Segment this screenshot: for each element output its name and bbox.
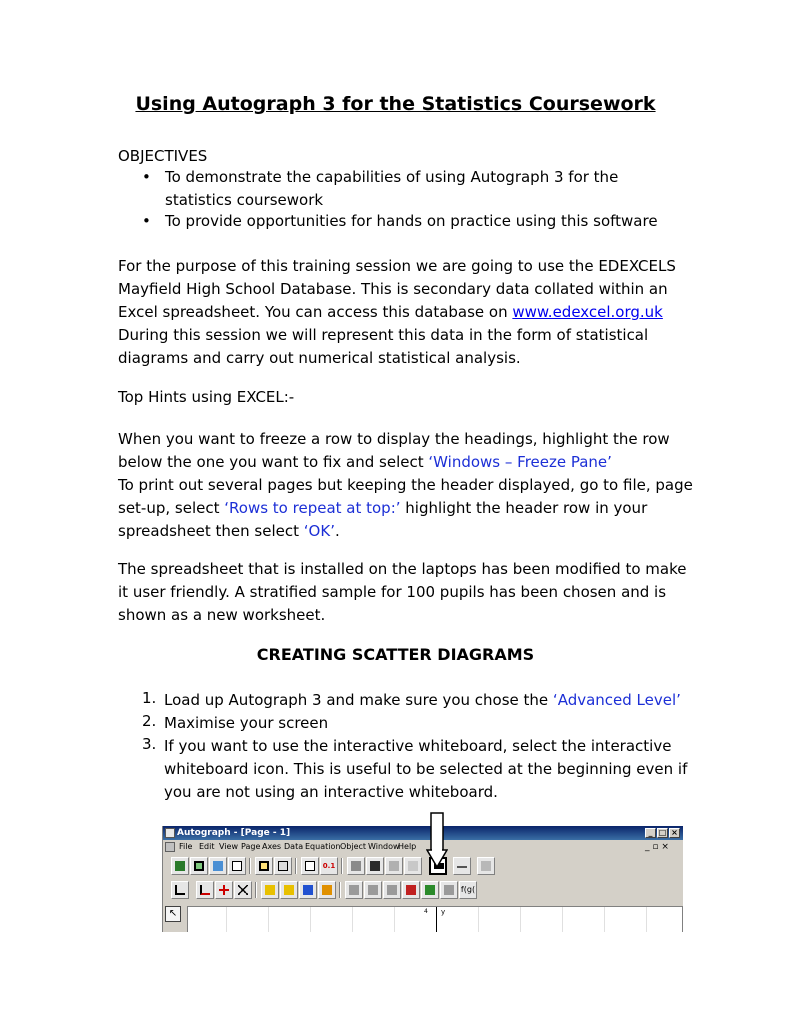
- step-3-line-1: If you want to use the interactive whiteboard, select the interactive: [164, 737, 672, 755]
- graph-icon[interactable]: [209, 857, 227, 875]
- brackets-icon[interactable]: [318, 881, 336, 899]
- grid-line: [352, 907, 353, 932]
- window-titlebar: [163, 826, 683, 840]
- intro-line-5: diagrams and carry out numerical statistical analysis.: [118, 349, 521, 367]
- transform-icon[interactable]: [345, 881, 363, 899]
- brush-icon[interactable]: [440, 881, 458, 899]
- menu-window[interactable]: Window: [368, 842, 400, 851]
- edexcel-link[interactable]: www.edexcel.org.uk: [512, 303, 663, 321]
- crosshair-icon[interactable]: [215, 881, 233, 899]
- document-icon: [165, 842, 175, 852]
- axes-icon[interactable]: [171, 881, 189, 899]
- toolbar-row-1: [163, 854, 683, 878]
- grid-line: [226, 907, 227, 932]
- hint-1-text: below the one you want to fix and select: [118, 453, 429, 471]
- spreadsheet-line-2: it user friendly. A stratified sample for 100 pupils has been chosen and is: [118, 583, 667, 601]
- toolbar-separator: [295, 858, 297, 874]
- intro-line-3: [118, 301, 663, 324]
- text-box-icon[interactable]: [366, 857, 384, 875]
- grid-line: [478, 907, 479, 932]
- toolbar-separator: [339, 882, 341, 898]
- grid-line: [268, 907, 269, 932]
- menu-help[interactable]: Help: [398, 842, 417, 851]
- page-title: Using Autograph 3 for the Statistics Coursework: [135, 93, 656, 115]
- advanced-level-label: ‘Advanced Level’: [552, 691, 681, 709]
- lightning-icon[interactable]: [404, 857, 422, 875]
- shear-icon[interactable]: [421, 881, 439, 899]
- point-icon[interactable]: [301, 857, 319, 875]
- spreadsheet-line-1: The spreadsheet that is installed on the laptops has been modified to make: [118, 560, 687, 578]
- bullet-symbol: •: [142, 212, 151, 230]
- menu-page[interactable]: Page: [241, 842, 261, 851]
- add-object-icon[interactable]: [280, 881, 298, 899]
- menu-axes[interactable]: Axes: [262, 842, 282, 851]
- pen-icon[interactable]: [477, 857, 495, 875]
- pointer-arrow-icon: [426, 812, 448, 868]
- objective-1-line-1: To demonstrate the capabilities of using Autograph 3 for the: [165, 168, 619, 186]
- minimize-button[interactable]: _: [645, 828, 656, 838]
- toolbar-separator: [255, 882, 257, 898]
- window-title: Autograph - [Page - 1]: [177, 828, 291, 838]
- step-2: Maximise your screen: [164, 714, 329, 732]
- hint-2-text: set-up, select: [118, 499, 225, 517]
- enlarge-icon[interactable]: [402, 881, 420, 899]
- menu-view[interactable]: View: [219, 842, 238, 851]
- y-axis-label: y: [441, 908, 446, 916]
- objective-2: To provide opportunities for hands on practice using this software: [165, 212, 658, 230]
- hint-2-line-2: [118, 497, 647, 520]
- period: .: [334, 522, 340, 540]
- step-number-2: 2.: [142, 712, 157, 730]
- ok-label: ‘OK’: [303, 522, 335, 540]
- step-number-1: 1.: [142, 689, 157, 707]
- graph-canvas[interactable]: [187, 906, 683, 932]
- line-style-icon[interactable]: [453, 857, 471, 875]
- page-icon[interactable]: [255, 857, 273, 875]
- bullet-symbol: •: [142, 168, 151, 186]
- intro-line-4: During this session we will represent this data in the form of statistical: [118, 326, 649, 344]
- function-of-function-icon[interactable]: f(g(: [459, 881, 477, 899]
- axis-tick-label: 4: [424, 908, 428, 915]
- grid-line: [394, 907, 395, 932]
- toolbar-separator: [249, 858, 251, 874]
- freeze-pane-label: ‘Windows – Freeze Pane’: [428, 453, 612, 471]
- grid-line: [646, 907, 647, 932]
- tools-icon[interactable]: [347, 857, 365, 875]
- step-number-3: 3.: [142, 735, 157, 753]
- menu-data[interactable]: Data: [284, 842, 304, 851]
- grid-icon[interactable]: [190, 857, 208, 875]
- section-heading-scatter: CREATING SCATTER DIAGRAMS: [256, 645, 535, 664]
- decimal-places-icon[interactable]: 0.1: [320, 857, 338, 875]
- rows-to-repeat-label: ‘Rows to repeat at top:’: [224, 499, 401, 517]
- zoom-icon[interactable]: [228, 857, 246, 875]
- page-layout-icon[interactable]: [274, 857, 292, 875]
- menu-edit[interactable]: Edit: [199, 842, 215, 851]
- statistics-icon[interactable]: [171, 857, 189, 875]
- hint-2-line-1: To print out several pages but keeping the header displayed, go to file, page: [118, 476, 693, 494]
- grid-line: [520, 907, 521, 932]
- select-axes-icon[interactable]: [196, 881, 214, 899]
- hints-heading: Top Hints using EXCEL:-: [118, 388, 295, 406]
- step-1-text: Load up Autograph 3 and make sure you chose the: [164, 691, 553, 709]
- canvas-area: [163, 904, 683, 932]
- spreadsheet-line-3: shown as a new worksheet.: [118, 606, 326, 624]
- grid-line: [604, 907, 605, 932]
- hint-2-text-end: highlight the header row in your: [400, 499, 648, 517]
- flag-icon[interactable]: [299, 881, 317, 899]
- app-icon: [165, 828, 175, 838]
- hint-2-line-3: [118, 520, 340, 543]
- autograph-screenshot: [162, 826, 683, 932]
- menu-file[interactable]: File: [179, 842, 193, 851]
- maximize-button[interactable]: □: [658, 828, 667, 837]
- y-axis: [436, 907, 437, 932]
- toolbar-row-2: [163, 878, 683, 902]
- menu-bar: [163, 840, 683, 854]
- menu-object[interactable]: Object: [340, 842, 367, 851]
- cross-icon[interactable]: [234, 881, 252, 899]
- document-window-controls[interactable]: _ ▫ ×: [645, 842, 669, 852]
- grid-line: [562, 907, 563, 932]
- step-3-line-2: whiteboard icon. This is useful to be selected at the beginning even if: [164, 760, 688, 778]
- objective-1-line-2: statistics coursework: [165, 191, 324, 209]
- step-3-line-3: you are not using an interactive whiteboard.: [164, 783, 498, 801]
- hint-1-line-1: When you want to freeze a row to display the headings, highlight the row: [118, 430, 670, 448]
- cursor-arrow-icon[interactable]: ↖: [165, 906, 181, 922]
- hint-2-text-3: spreadsheet then select: [118, 522, 304, 540]
- reflect-icon[interactable]: [364, 881, 382, 899]
- menu-equation[interactable]: Equation: [305, 842, 341, 851]
- intro-line-1: For the purpose of this training session we are going to use the EDEXCELS: [118, 257, 676, 275]
- objectives-heading: OBJECTIVES: [118, 147, 208, 165]
- add-point-icon[interactable]: [261, 881, 279, 899]
- animate-icon[interactable]: [385, 857, 403, 875]
- step-1: [164, 689, 681, 712]
- intro-line-3-text: Excel spreadsheet. You can access this database on: [118, 303, 513, 321]
- toolbar-separator: [341, 858, 343, 874]
- hint-1-line-2: [118, 451, 612, 474]
- close-button[interactable]: ×: [669, 828, 680, 838]
- grid-line: [310, 907, 311, 932]
- intro-line-2: Mayfield High School Database. This is secondary data collated within an: [118, 280, 668, 298]
- rotate-icon[interactable]: [383, 881, 401, 899]
